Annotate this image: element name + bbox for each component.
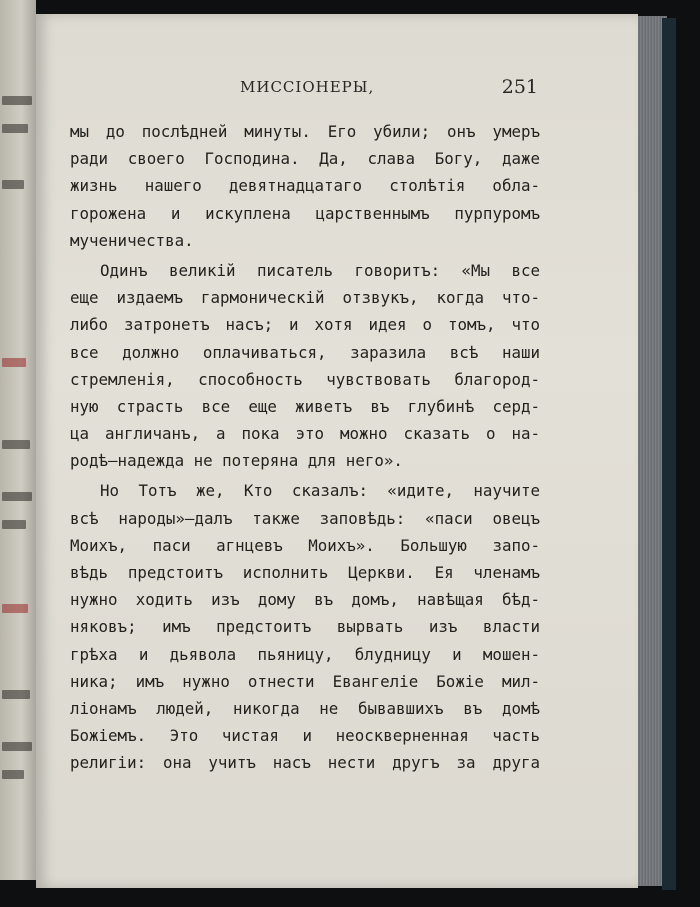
text-line: горожена и искуплена царственнымъ пурпуромъ: [70, 203, 540, 223]
text-line: жизнь нашего девятнадцатаго столѣтія обла-: [70, 176, 540, 196]
text-fragment: [2, 690, 30, 699]
text-line: ника; имъ нужно отнести Евангелiе Божiе мил-: [70, 671, 540, 691]
text-line: няковъ; имъ предстоитъ вырвать изъ власти: [70, 617, 540, 637]
text-line: вѣдь предстоитъ исполнить Церкви. Ея членамъ: [70, 563, 540, 582]
text-line: еще издаемъ гармоническiй отзвукъ, когда что-: [70, 288, 540, 308]
text-fragment: [2, 96, 32, 105]
text-line: религiи: она учитъ насъ нести другъ за друга: [70, 753, 540, 773]
running-title: МИССIОНЕРЫ,: [240, 78, 375, 96]
text-line: мученичества.: [70, 230, 194, 250]
text-fragment: [2, 604, 28, 613]
text-fragment: [2, 492, 32, 501]
text-line: ца англичанъ, а пока это можно сказать о на-: [70, 424, 540, 444]
text-line: все должно оплачиваться, заразила всѣ наши: [70, 342, 540, 362]
text-fragment: [2, 440, 30, 449]
text-line: Но Тотъ же, Кто сказалъ: «идите, научите: [100, 481, 540, 501]
page-number: 251: [501, 76, 538, 98]
text-line: ради своего Господина. Да, слава Богу, даже: [70, 149, 540, 169]
text-line: ную страсть все еще живетъ въ глубинѣ серд-: [70, 396, 540, 416]
text-line: Одинъ великiй писатель говоритъ: «Мы все: [100, 260, 540, 280]
running-head: [36, 76, 638, 100]
text-line: родѣ—надежда не потеряна для него».: [70, 451, 403, 471]
text-fragment: [2, 520, 26, 529]
text-line: Божiемъ. Это чистая и неоскверненная часть: [70, 726, 540, 746]
text-line: лiонамъ людей, никогда не бывавшихъ въ домѣ: [70, 698, 540, 718]
text-line: либо затронетъ насъ; и хотя идея о томъ, что: [70, 315, 540, 335]
text-fragment: [2, 358, 26, 367]
book-cover-edge: [662, 18, 676, 890]
text-line: грѣха и дьявола пьяницу, блудницу и мошен-: [70, 644, 540, 664]
text-fragment: [2, 742, 32, 751]
text-fragment: [2, 770, 24, 779]
text-line: нужно ходить изъ дому въ домъ, навѣщая бѣд-: [70, 590, 540, 610]
text-line: мы до послѣдней минуты. Его убили; онъ умеръ: [70, 122, 540, 141]
left-page-edge: [0, 0, 36, 880]
book-page: [36, 14, 638, 888]
text-line: стремленія, способность чувствовать благород-: [70, 369, 540, 389]
text-fragment: [2, 180, 24, 189]
text-line: всѣ народы»—далъ также заповѣдь: «паси овецъ: [70, 508, 540, 528]
body-text: [70, 118, 540, 777]
text-fragment: [2, 124, 28, 133]
text-line: Моихъ, паси агнцевъ Моихъ». Большую запо-: [70, 535, 540, 555]
